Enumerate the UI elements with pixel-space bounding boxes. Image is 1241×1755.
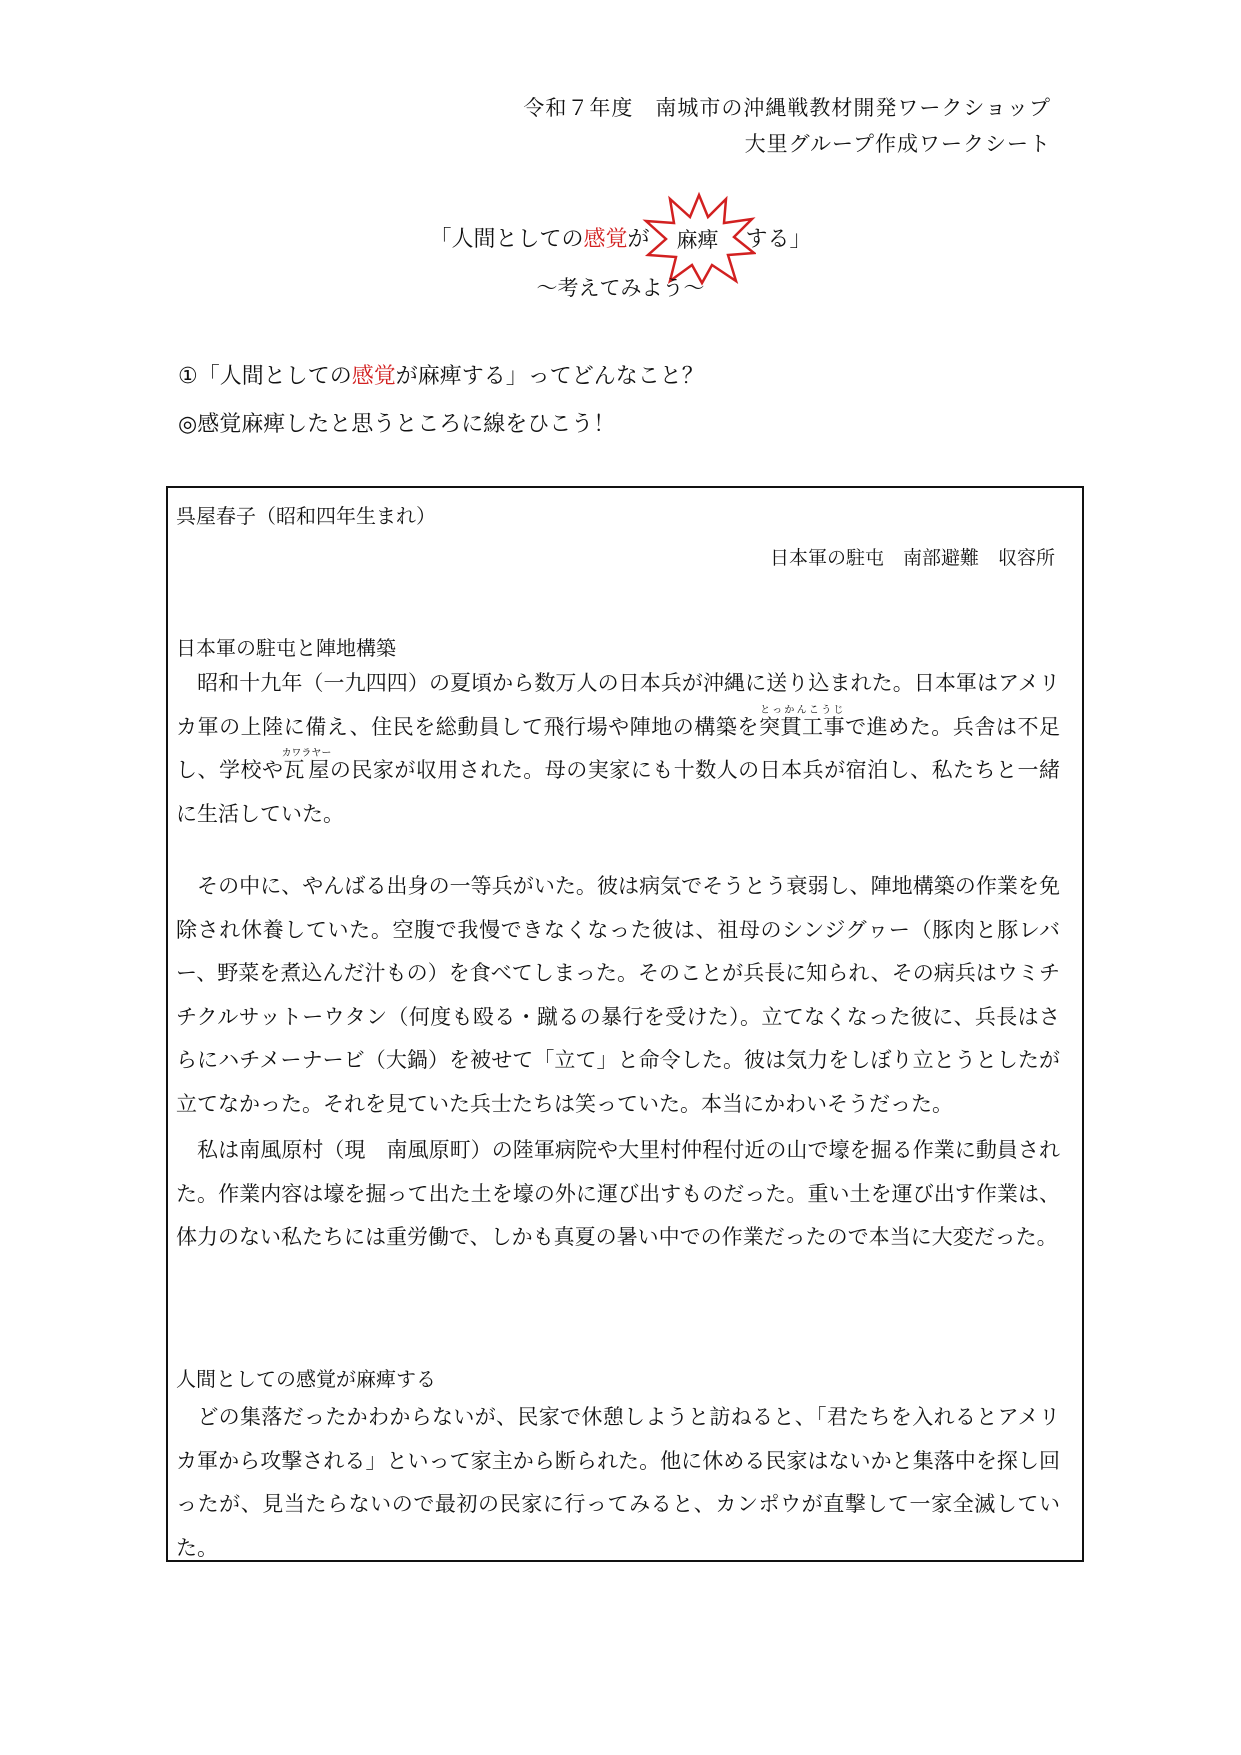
- ruby-reading-2: カワラヤー: [281, 748, 332, 759]
- title-suffix: する」: [745, 227, 812, 252]
- section-heading-numbness: 人間としての感覚が麻痺する: [176, 1367, 436, 1391]
- worksheet-subtitle: ～考えてみよう～: [536, 276, 705, 300]
- q1-red-word: 感覚: [351, 364, 396, 389]
- p1-text-a: 昭和十九年（一九四四）の夏頃から数万人の日本兵が沖縄に送り込まれた。日本軍はアメリカ軍の上陸に備え、住民を総動員して飛行場や陣地の構築を: [176, 671, 1060, 739]
- paragraph-garrison: [176, 662, 1060, 836]
- p1-text-c: の民家が収用された。母の実家にも十数人の日本兵が宿泊し、私たちと一緒に生活していた。: [176, 758, 1060, 826]
- testimony-tags: 日本軍の駐屯 南部避難 収容所: [769, 547, 1055, 569]
- q1-suffix: が麻痺する」ってどんなこと？: [395, 364, 704, 389]
- ruby-base-1: 突貫工事: [758, 714, 846, 739]
- p1-text-b: で進めた。兵舎は不足し、学校や: [176, 714, 1061, 782]
- burst-icon: [650, 225, 746, 255]
- ruby-tokkankoji: [758, 704, 846, 739]
- title-prefix: 「人間としての: [429, 227, 584, 252]
- question-1: [178, 359, 704, 390]
- ruby-reading-1: とっかんこうじ: [758, 704, 845, 716]
- title-red-word: 感覚: [583, 227, 628, 252]
- question-2: ◎感覚麻痺したと思うところに線をひこう！: [178, 412, 616, 437]
- q1-prefix: ①「人間としての: [178, 364, 352, 389]
- ruby-base-2: 瓦屋: [281, 758, 332, 782]
- worksheet-title: [0, 222, 1241, 255]
- paragraph-sick-soldier: その中に、やんばる出身の一等兵がいた。彼は病気でそうとう衰弱し、陣地構築の作業を免除され休養していた。空腹で我慢できなくなった彼は、祖母のシンジグヮー（豚肉と豚レバー、野菜を煮込んだ汁もの）を食べてしまった。そのことが兵長に知られ、その病兵はウミチチクルサットーウタン（何度も殴る・蹴るの暴行を受けた）。立てなくなった彼に、兵長はさらにハチメーナービ（大鍋）を被せて「立て」と命令した。彼は気力をしぼり立とうとしたが立てなかった。それを見ていた兵士たちは笑っていた。本当にかわいそうだった。: [176, 874, 1060, 1116]
- header-group-title: 大里グループ作成ワークシート: [744, 132, 1051, 156]
- ruby-kawaraya: [281, 748, 332, 782]
- testimony-name: 呉屋春子（昭和四年生まれ）: [176, 504, 436, 528]
- burst-word: 麻痺: [676, 228, 719, 252]
- paragraph-shelter-work: 私は南風原村（現 南風原町）の陸軍病院や大里村仲程付近の山で壕を掘る作業に動員された。作業内容は壕を掘って出た土を壕の外に運び出すものだった。重い土を運び出す作業は、体力のない私たちには重労働で、しかも真夏の暑い中での作業だったので本当に大変だった。: [176, 1138, 1060, 1249]
- section-heading-garrison: 日本軍の駐屯と陣地構築: [176, 636, 396, 660]
- title-mid: が: [627, 227, 650, 252]
- paragraph-village: どの集落だったかわからないが、民家で休憩しようと訪ねると、「君たちを入れるとアメリカ軍から攻撃される」といって家主から断られた。他に休める民家はないかと集落中を探し回ったが、見当たらないので最初の民家に行ってみると、カンポウが直撃して一家全滅していた。: [176, 1405, 1060, 1560]
- header-event-title: 令和７年度 南城市の沖縄戦教材開発ワークショップ: [523, 96, 1051, 120]
